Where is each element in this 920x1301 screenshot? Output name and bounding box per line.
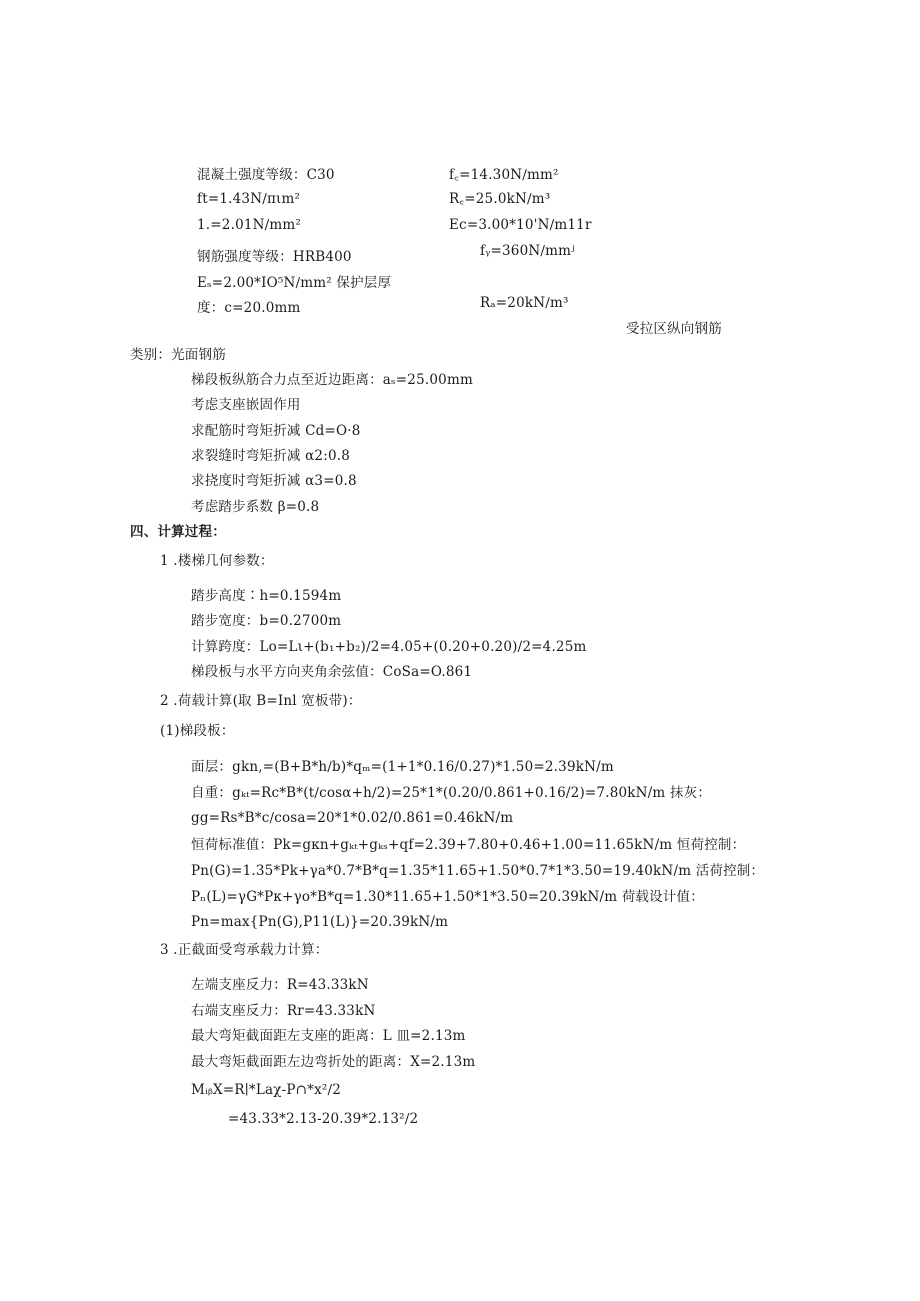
ft-value: ft=1.43N∕πιm² <box>197 191 301 207</box>
load-line: Pₙ(L)=γG*Pκ+γo*B*q=1.30*11.65+1.50*1*3.50=20.39kN/m 荷载设计值： <box>191 889 704 905</box>
load-line: 面层：gkn,=(B+B*h∕b)*qₘ=(1+1*0.16/0.27)*1.50=2.39kN/m <box>191 759 614 775</box>
geometry-line: 踏步高度∶h=0.1594m <box>191 588 342 604</box>
moment-line: MᵢᵦX=R∣*Laχ-P∩*x²∕2 <box>191 1082 342 1098</box>
load-line: 自重：gₖₜ=Rc*B*(t∕cosα+h∕2)=25*1*(0.20/0.861+0.16/2)=7.80kN/m 抹灰： <box>191 785 712 801</box>
moment-heading: 3 .正截面受弯承载力计算： <box>160 942 329 958</box>
load-line: 恒荷标准值：Pk=gκn+gₖₜ+gₖₛ+qf=2.39+7.80+0.46+1.00=11.65kN/m 恒荷控制： <box>191 837 746 853</box>
moment-line: 右端支座反力：Rr=43.33kN <box>191 1003 376 1019</box>
moment-line: =43.33*2.13-20.39*2.13²∕2 <box>228 1111 419 1127</box>
cd-reduction: 求配筋时弯矩折减 Cd=O·8 <box>191 423 361 439</box>
load-line: Pn(G)=1.35*Pk+γa*0.7*B*q=1.35*11.65+1.50*0.7*1*3.50=19.40kN/m 活荷控制： <box>191 863 765 879</box>
ec-value: Ec=3.00*10'N∕m11r <box>449 217 592 233</box>
ftk-value: 1.=2.01N∕mm² <box>197 217 302 233</box>
a3-reduction: 求挠度时弯矩折减 α3=0.8 <box>191 473 357 489</box>
load-line: gg=Rs*B*c∕cosa=20*1*0.02/0.861=0.46kN/m <box>191 810 514 826</box>
concrete-grade: 混凝土强度等级：C30 <box>197 167 335 183</box>
rebar-category: 类别：光面钢筋 <box>130 347 226 363</box>
es-cover-line-1: Eₛ=2.00*IO⁵N∕mm² 保护层厚 <box>197 275 392 291</box>
geometry-heading: 1 .楼梯几何参数： <box>160 553 274 569</box>
geometry-line: 计算跨度：Lo=Lι+(b₁+b₂)∕2=4.05+(0.20+0.20)/2=4.25m <box>191 639 587 655</box>
beta-factor: 考虑踏步系数 β=0.8 <box>191 499 320 515</box>
fy-value: fᵧ=360N∕mmʲ <box>480 243 575 259</box>
tension-rebar-label: 受拉区纵向钢筋 <box>626 321 722 337</box>
es-cover-line-2: 度：c=20.0mm <box>197 300 301 316</box>
section-heading: 四、计算过程： <box>130 524 226 540</box>
geometry-line: 梯段板与水平方向夹角余弦值：CoSa=O.861 <box>191 664 473 680</box>
load-subheading: (1)梯段板： <box>160 723 235 739</box>
fc-value: f꜀=14.30N∕mm² <box>449 167 559 183</box>
ra-value: Rₐ=20kN∕m³ <box>480 295 569 311</box>
a2-reduction: 求裂缝时弯矩折减 α2:0.8 <box>191 448 351 464</box>
as-distance: 梯段板纵筋合力点至近边距离：aₛ=25.00mm <box>191 372 473 388</box>
geometry-line: 踏步宽度：b=0.2700m <box>191 613 342 629</box>
load-heading: 2 .荷载计算(取 B=Inl 宽板带)： <box>160 693 362 709</box>
rc-value: R꜀=25.0kN∕m³ <box>449 191 551 207</box>
rebar-grade: 钢筋强度等级：HRB400 <box>197 249 352 265</box>
moment-line: 最大弯矩截面距左支座的距离：L 皿=2.13m <box>191 1028 466 1044</box>
moment-line: 最大弯矩截面距左边弯折处的距离：X=2.13m <box>191 1054 476 1070</box>
fixity-note: 考虑支座嵌固作用 <box>191 397 301 413</box>
load-line: Pn=max{Pn(G),P11(L)}=20.39kN/m <box>191 914 449 930</box>
moment-line: 左端支座反力：R=43.33kN <box>191 977 369 993</box>
